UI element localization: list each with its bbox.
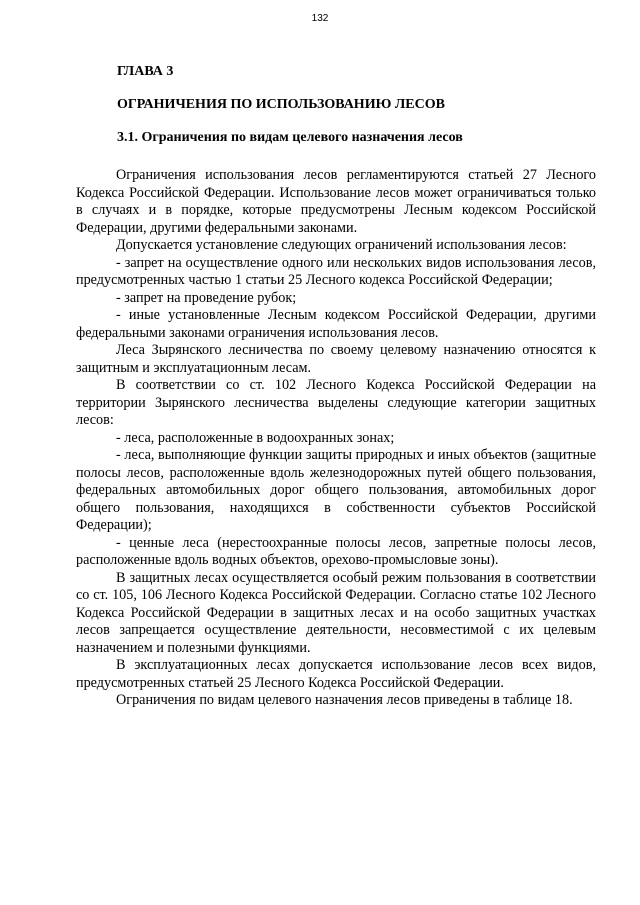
list-item-other-restrictions: - иные установленные Лесным кодексом Российской Федерации, другими федеральными законами ограничения использования лесов. — [76, 307, 596, 341]
paragraph-protective-categories: В соответствии со ст. 102 Лесного Кодекса Российской Федерации на территории Зырянского лесничества выделены следующие категории защитных лесов: — [76, 377, 596, 428]
paragraph-special-regime: В защитных лесах осуществляется особый режим пользования в соответствии со ст. 105, 106 Лесного Кодекса Российской Федерации. Согласно статье 102 Лесного Кодекса Российской Федерации в защитных лесах и на особо защитных участках лесов запрещается осуществление деятельности, несовместимой с их целевым назначением и полезными функциями. — [76, 569, 596, 656]
page-number: 132 — [311, 13, 329, 24]
paragraph-forest-purpose: Леса Зырянского лесничества по своему целевому назначению относятся к защитным и эксплуатационным лесам. — [76, 342, 596, 376]
body-text — [76, 167, 596, 710]
list-item-water-protection: - леса, расположенные в водоохранных зонах; — [116, 429, 395, 446]
chapter-title: ОГРАНИЧЕНИЯ ПО ИСПОЛЬЗОВАНИЮ ЛЕСОВ — [117, 97, 445, 112]
list-item-valuable-forests: - ценные леса (нерестоохранные полосы лесов, запретные полосы лесов, расположенные вдоль водных объектов, орехово-промысловые зоны). — [76, 534, 596, 568]
section-title: 3.1. Ограничения по видам целевого назначения лесов — [117, 130, 463, 145]
paragraph-allowed-restrictions: Допускается установление следующих ограничений использования лесов: — [116, 237, 567, 253]
list-item-ban-felling: - запрет на проведение рубок; — [116, 289, 297, 306]
list-item-protection-functions: - леса, выполняющие функции защиты природных и иных объектов (защитные полосы лесов, расположенные вдоль железнодорожных путей общего пользования, федеральных автомобильных дорог общего пользования, автомобильных дорог общего пользования, находящихся в собственности субъектов Российской Федерации); — [76, 447, 596, 533]
paragraph-restrictions-intro: Ограничения использования лесов регламентируются статьей 27 Лесного Кодекса Российской Федерации. Использование лесов может ограничиваться только в случаях и в порядке, которые предусмотрены Лесным кодексом Российской Федерации, другими федеральными законами. — [76, 167, 596, 236]
chapter-label: ГЛАВА 3 — [117, 64, 174, 79]
list-item-ban-use-types: - запрет на осуществление одного или нескольких видов использования лесов, предусмотренных частью 1 статьи 25 Лесного кодекса Российской Федерации; — [76, 254, 596, 288]
paragraph-exploitation-forests: В эксплуатационных лесах допускается использование лесов всех видов, предусмотренных статьей 25 Лесного Кодекса Российской Федерации. — [76, 657, 596, 691]
paragraph-table-reference: Ограничения по видам целевого назначения лесов приведены в таблице 18. — [116, 692, 573, 708]
